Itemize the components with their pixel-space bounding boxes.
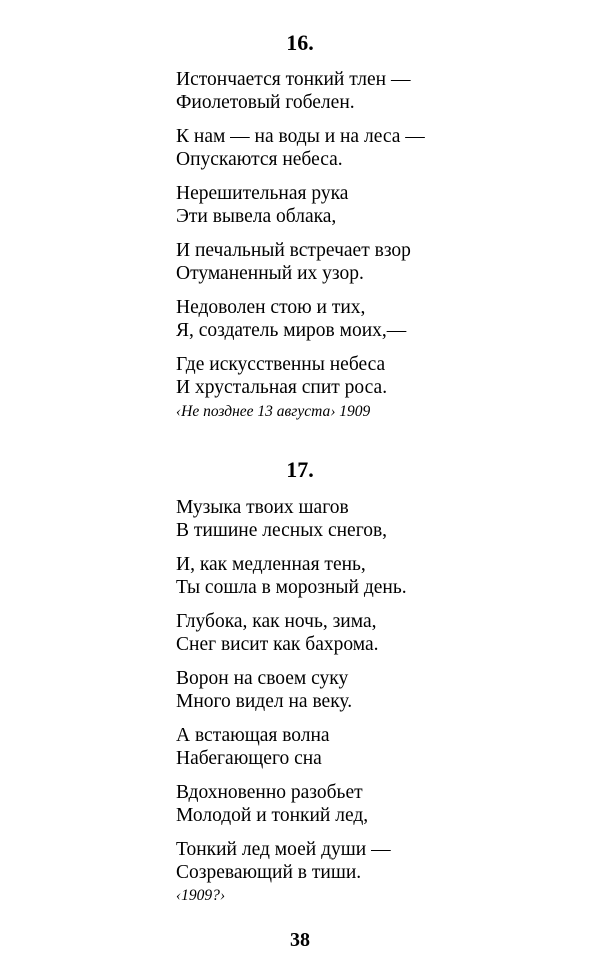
poem-17-stanza-3 xyxy=(176,610,576,656)
poem-16-stanza-5 xyxy=(176,296,576,342)
verse-line: Ты сошла в морозный день. xyxy=(176,577,407,598)
verse-line: Отуманенный их узор. xyxy=(176,263,364,284)
verse-line: Набегающего сна xyxy=(176,748,322,769)
poem-17-stanza-6 xyxy=(176,781,576,827)
verse-line: Где искусственны небеса xyxy=(176,354,386,375)
poem-16-stanza-1 xyxy=(176,68,576,114)
page-number: 38 xyxy=(290,929,310,951)
verse-line: Я, создатель миров моих,— xyxy=(176,320,407,341)
verse-line: Нерешительная рука xyxy=(176,183,349,204)
poem-16-stanza-2 xyxy=(176,125,576,171)
verse-line: Тонкий лед моей души — xyxy=(176,839,391,860)
poem-17-stanza-5 xyxy=(176,724,576,770)
verse-line: А встающая волна xyxy=(176,725,330,746)
poem-17-stanza-4 xyxy=(176,667,576,713)
verse-line: К нам — на воды и на леса — xyxy=(176,126,425,147)
poem-17-date: ‹1909?› xyxy=(176,887,226,904)
verse-line: Глубока, как ночь, зима, xyxy=(176,611,377,632)
verse-line: Истончается тонкий тлен — xyxy=(176,69,411,90)
verse-line: Недоволен стою и тих, xyxy=(176,297,366,318)
poem-16-stanza-6 xyxy=(176,353,576,399)
verse-line: В тишине лесных снегов, xyxy=(176,520,388,541)
verse-line: Вдохновенно разобьет xyxy=(176,782,363,803)
poem-17-stanza-7 xyxy=(176,838,576,884)
poem-16-date: ‹Не позднее 13 августа› 1909 xyxy=(176,403,371,420)
verse-line: Эти вывела облака, xyxy=(176,206,337,227)
poem-17-number: 17. xyxy=(286,457,314,482)
verse-line: И, как медленная тень, xyxy=(176,554,366,575)
verse-line: И хрустальная спит роса. xyxy=(176,377,388,398)
poem-16-stanza-3 xyxy=(176,182,576,228)
poem-16-number: 16. xyxy=(286,30,314,55)
verse-line: Молодой и тонкий лед, xyxy=(176,805,369,826)
poem-17-stanza-1 xyxy=(176,496,576,542)
verse-line: Ворон на своем суку xyxy=(176,668,349,689)
verse-line: И печальный встречает взор xyxy=(176,240,411,261)
verse-line: Опускаются небеса. xyxy=(176,149,343,170)
poem-16-stanza-4 xyxy=(176,239,576,285)
poem-17-stanza-2 xyxy=(176,553,576,599)
verse-line: Музыка твоих шагов xyxy=(176,497,349,518)
verse-line: Много видел на веку. xyxy=(176,691,353,712)
verse-line: Фиолетовый гобелен. xyxy=(176,92,355,113)
verse-line: Снег висит как бахрома. xyxy=(176,634,379,655)
verse-line: Созревающий в тиши. xyxy=(176,862,362,883)
